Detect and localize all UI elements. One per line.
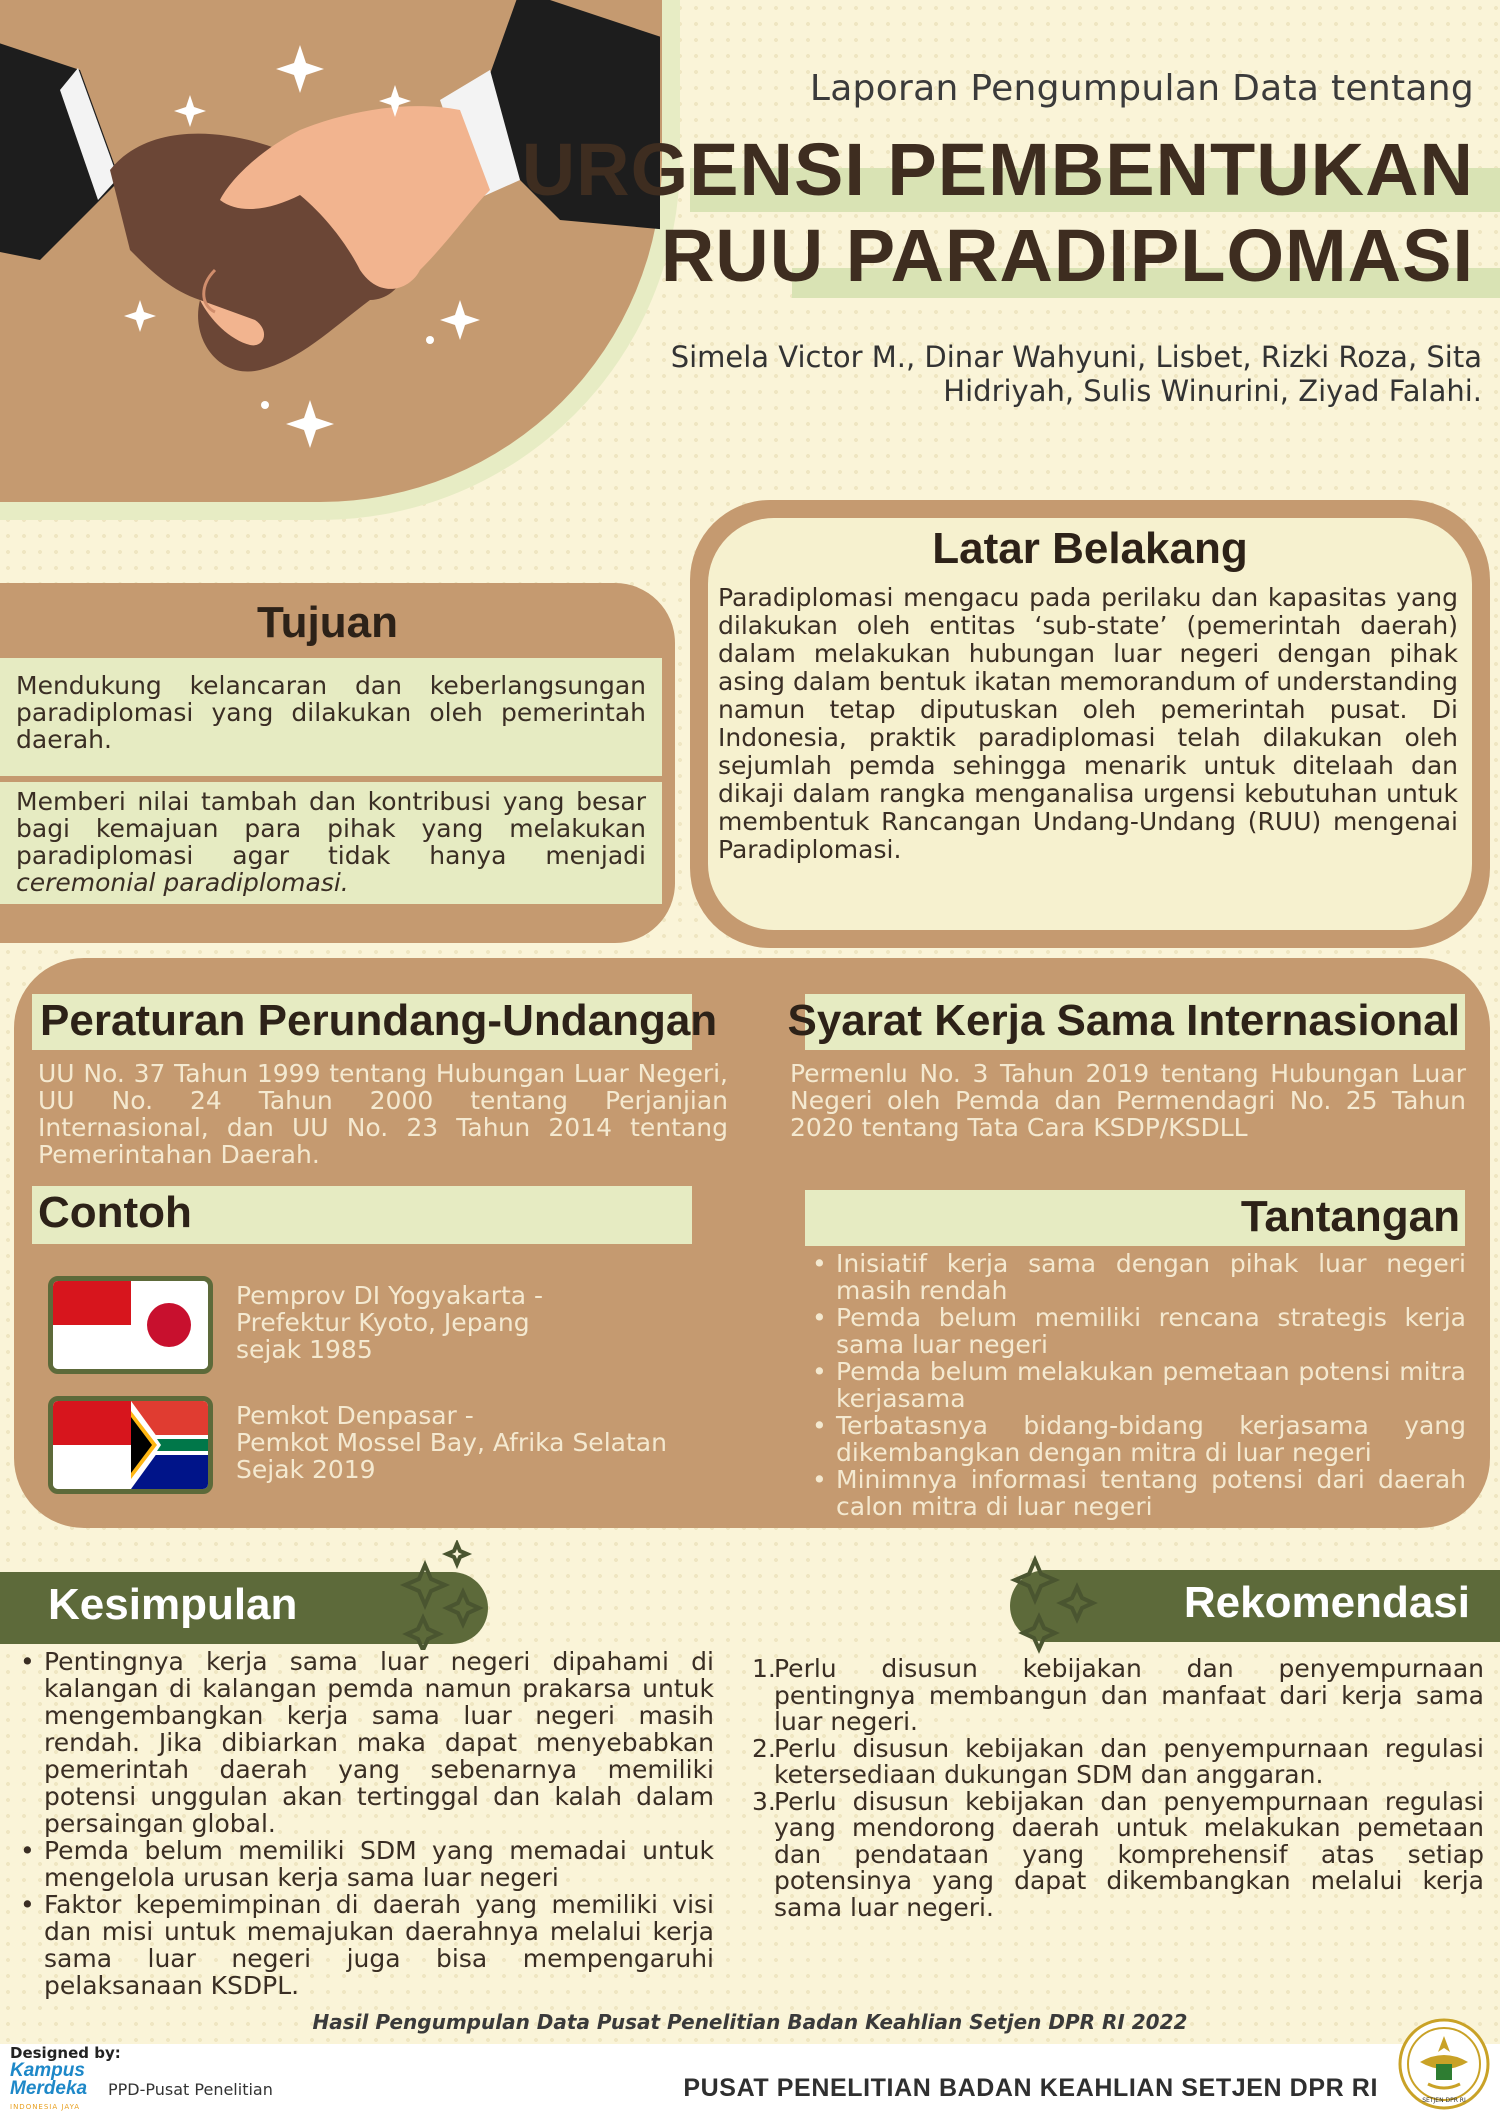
contoh-heading: Contoh: [38, 1188, 192, 1237]
kesimpulan-list: [14, 1648, 714, 1999]
indonesia-south-africa-flag-icon: [53, 1401, 208, 1489]
report-eyebrow: Laporan Pengumpulan Data tentang: [809, 68, 1474, 109]
tujuan-item-2-italic: ceremonial paradiplomasi.: [16, 868, 349, 897]
tujuan-heading: Tujuan: [257, 598, 398, 647]
latar-belakang-heading: Latar Belakang: [932, 524, 1248, 573]
syarat-heading: Syarat Kerja Sama Internasional: [787, 996, 1460, 1045]
flag-indonesia-japan: [48, 1276, 213, 1374]
peraturan-heading: Peraturan Perundang-Undangan: [40, 996, 718, 1045]
authors: Simela Victor M., Dinar Wahyuni, Lisbet, Rizki Roza, Sita Hidriyah, Sulis Winurini, Ziyad Falahi.: [670, 340, 1482, 408]
dpr-seal-icon: [1398, 2018, 1490, 2110]
rekomendasi-text: Perlu disusun kebijakan dan penyempurnaan pentingnya membangun dan manfaat dari kerja sama luar negeri.: [774, 1654, 1484, 1736]
flag-indonesia-south-africa: [48, 1396, 213, 1494]
seal-text: SETJEN DPR RI: [1422, 2097, 1466, 2104]
tantangan-item: • Pemda belum melakukan pemetaan potensi mitra kerjasama: [806, 1358, 1466, 1412]
kesimpulan-item: • Faktor kepemimpinan di daerah yang memiliki visi dan misi untuk memajukan daerahnya melalui kerja sama luar negeri juga bisa mempengaruhi pelaksanaan KSDPL.: [14, 1891, 714, 1999]
rekomendasi-number: 2.: [752, 1733, 776, 1763]
tujuan-item-2: [16, 788, 646, 896]
tantangan-heading: Tantangan: [1240, 1192, 1460, 1241]
tantangan-list: [806, 1250, 1466, 1520]
rekomendasi-item: [752, 1786, 1484, 1922]
syarat-text: Permenlu No. 3 Tahun 2019 tentang Hubungan Luar Negeri oleh Pemda dan Permendagri No. 25 Tahun 2020 tentang Tata Cara KSDP/KSDLL: [790, 1059, 1466, 1142]
contoh-item-2-line3: Sejak 2019: [236, 1455, 376, 1484]
contoh-item-2-line2: Pemkot Mossel Bay, Afrika Selatan: [236, 1428, 667, 1457]
rekomendasi-number: 3.: [752, 1786, 776, 1816]
contoh-item-1: [236, 1282, 543, 1363]
tujuan-item-1: Mendukung kelancaran dan keberlangsungan paradiplomasi yang dilakukan oleh pemerintah daerah.: [16, 671, 646, 754]
contoh-item-1-line1: Pemprov DI Yogyakarta -: [236, 1281, 544, 1310]
logo-line-2: Merdeka: [10, 2078, 88, 2099]
kesimpulan-item: • Pentingnya kerja sama luar negeri dipahami di kalangan di kalangan pemda namun prakarsa untuk mengembangkan kerja sama luar negeri masih rendah. Jika dibiarkan maka dapat menyebabkan pemerintah daerah yang sebenarnya memiliki potensi unggulan akan tertinggal dan kalah dalam persaingan global.: [14, 1648, 714, 1837]
rekomendasi-item: [752, 1733, 1484, 1789]
indonesia-japan-flag-icon: [53, 1281, 208, 1369]
source-note: Hasil Pengumpulan Data Pusat Penelitian Badan Keahlian Setjen DPR RI 2022: [312, 2010, 1188, 2034]
designed-by-label: Designed by:: [10, 2044, 121, 2062]
rekomendasi-heading: Rekomendasi: [1183, 1578, 1470, 1627]
tantangan-item: • Minimnya informasi tentang potensi dari daerah calon mitra di luar negeri: [806, 1466, 1466, 1520]
peraturan-text: UU No. 37 Tahun 1999 tentang Hubungan Luar Negeri, UU No. 24 Tahun 2000 tentang Perjanjian Internasional, dan UU No. 23 Tahun 2014 tentang Pemerintahan Daerah.: [38, 1059, 728, 1169]
tujuan-item-2-box: [0, 782, 662, 904]
kesimpulan-item: • Pemda belum memiliki SDM yang memadai untuk mengelola urusan kerja sama luar negeri: [14, 1837, 714, 1891]
tantangan-item: • Terbatasnya bidang-bidang kerjasama yang dikembangkan dengan mitra di luar negeri: [806, 1412, 1466, 1466]
rekomendasi-text: Perlu disusun kebijakan dan penyempurnaan regulasi ketersediaan dukungan SDM dan anggaran.: [774, 1733, 1484, 1789]
title-line-1: URGENSI PEMBENTUKAN: [521, 128, 1474, 211]
contoh-item-1-line2: Prefektur Kyoto, Jepang: [236, 1308, 530, 1337]
logo-line-1: Kampus: [10, 2060, 85, 2081]
ppd-label: PPD-Pusat Penelitian: [108, 2080, 273, 2099]
title-line-2: RUU PARADIPLOMASI: [660, 214, 1474, 297]
rekomendasi-item: [752, 1656, 1484, 1736]
rekomendasi-number: 1.: [752, 1654, 776, 1683]
tujuan-item-1-box: [0, 658, 662, 776]
institution-name: PUSAT PENELITIAN BADAN KEAHLIAN SETJEN DPR RI: [683, 2074, 1378, 2102]
rekomendasi-text: Perlu disusun kebijakan dan penyempurnaan regulasi yang mendorong daerah untuk melakukan pemetaan dan pendataan yang komprehensif atas setiap potensinya yang dapat dikembangkan melalui kerja sama luar negeri.: [774, 1786, 1484, 1922]
tujuan-item-2-main: Memberi nilai tambah dan kontribusi yang besar bagi kemajuan para pihak yang melakukan paradiplomasi agar tidak hanya menjadi: [16, 787, 646, 870]
contoh-item-2: [236, 1402, 667, 1483]
sparkle-icon: [1005, 1545, 1115, 1655]
tantangan-item: • Inisiatif kerja sama dengan pihak luar negeri masih rendah: [806, 1250, 1466, 1304]
sparkle-icon: [395, 1540, 495, 1650]
latar-belakang-text: Paradiplomasi mengacu pada perilaku dan kapasitas yang dilakukan oleh entitas ‘sub-state’ (pemerintah daerah) dalam melakukan hubungan luar negeri dengan pihak asing dalam bentuk ikatan memorandum of understanding namun tetap diputuskan oleh pemerintah pusat. Di Indonesia, praktik paradiplomasi telah dilakukan oleh sejumlah pemda sehingga menarik untuk ditelaah dan dikaji dalam rangka menganalisa urgensi kebutuhan untuk membentuk Rancangan Undang-Undang (RUU) mengenai Paradiplomasi.: [718, 583, 1458, 864]
tantangan-item: • Pemda belum memiliki rencana strategis kerja sama luar negeri: [806, 1304, 1466, 1358]
handshake-illustration: [0, 0, 660, 470]
kampus-merdeka-logo: [10, 2062, 87, 2116]
contoh-item-2-line1: Pemkot Denpasar -: [236, 1401, 474, 1430]
kesimpulan-heading: Kesimpulan: [48, 1580, 298, 1629]
rekomendasi-list: [752, 1656, 1484, 1921]
logo-tag: INDONESIA JAYA: [10, 2103, 81, 2111]
contoh-item-1-line3: sejak 1985: [236, 1335, 373, 1364]
